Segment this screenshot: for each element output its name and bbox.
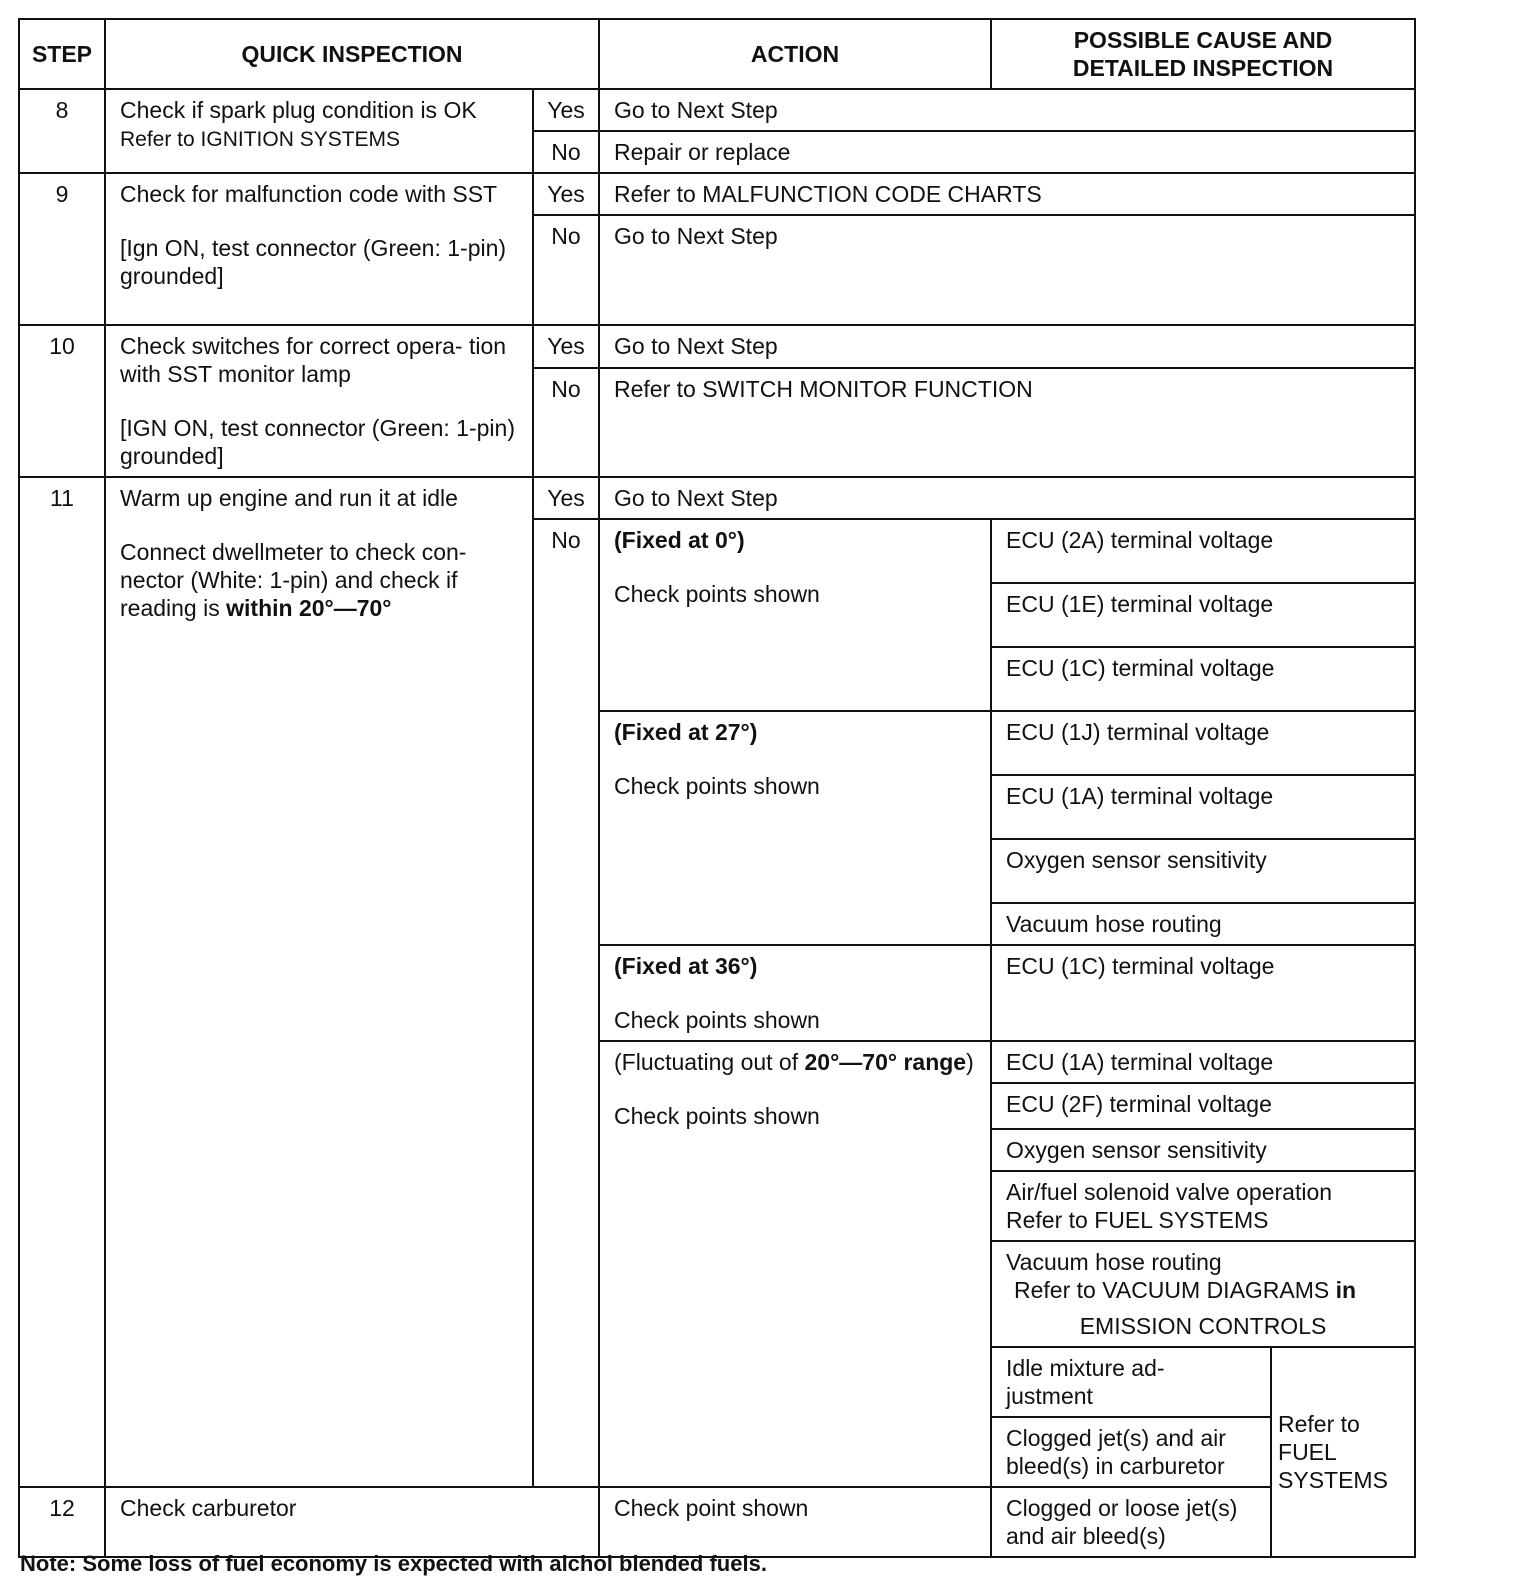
cause-item: ECU (1C) terminal voltage [991,647,1415,711]
group-title-prefix: (Fluctuating out of [614,1049,805,1075]
cause-item: ECU (1E) terminal voltage [991,583,1415,647]
action-text: Go to Next Step [599,215,1415,325]
step-number: 11 [19,477,105,1487]
no-label: No [533,215,599,325]
cause-item: ECU (2A) terminal voltage [991,519,1415,583]
table-row [19,89,1415,131]
diagnosis-table [18,18,1416,1558]
table-row [19,173,1415,215]
action-group-fixed-36 [599,945,991,1041]
action-group-fixed-0 [599,519,991,711]
action-text: Refer to SWITCH MONITOR FUNCTION [599,368,1415,477]
cause-item: Oxygen sensor sensitivity [991,839,1415,903]
header-step: STEP [19,19,105,89]
cause-text: Air/fuel solenoid valve operation [1006,1179,1333,1205]
refer-text: Refer to FUEL SYSTEMS [1006,1207,1269,1233]
quick-inspection-cell [105,89,533,173]
action-text: Check point shown [599,1487,991,1557]
yes-label: Yes [533,325,599,368]
group-title-range: 20°—70° range [804,1049,967,1075]
refer-text: Refer to IGNITION SYSTEMS [120,128,401,151]
action-group-fluctuating [599,1041,991,1487]
action-text: Refer to MALFUNCTION CODE CHARTS [599,173,1415,215]
refer-text: Refer to VACUUM DIAGRAMS [1014,1277,1336,1303]
cause-item: ECU (1A) terminal voltage [991,1041,1415,1083]
group-title-suffix: ) [966,1049,974,1075]
yes-label: Yes [533,173,599,215]
inspection-text: Warm up engine and run it at idle [120,485,458,511]
cause-item: Clogged or loose jet(s) and air bleed(s) [991,1487,1271,1557]
header-action: ACTION [599,19,991,89]
no-label: No [533,368,599,477]
step-number: 9 [19,173,105,325]
cause-item: Clogged jet(s) and air bleed(s) in carburetor [991,1417,1271,1487]
step-number: 8 [19,89,105,173]
detail-range: within 20°—70° [226,595,392,621]
refer-section: EMISSION CONTROLS [1079,1313,1327,1339]
action-text: Repair or replace [599,131,1415,173]
cause-item: ECU (1A) terminal voltage [991,775,1415,839]
cause-item: ECU (1C) terminal voltage [991,945,1415,1041]
group-title: (Fixed at 0°) [614,527,745,553]
cause-item: Vacuum hose routing [991,903,1415,945]
check-points-text: Check points shown [614,1103,820,1129]
yes-label: Yes [533,89,599,131]
cause-item: ECU (2F) terminal voltage [991,1083,1415,1129]
header-possible-cause: POSSIBLE CAUSE AND DETAILED INSPECTION [991,19,1415,89]
action-text: Go to Next Step [599,325,1415,368]
group-title: (Fixed at 27°) [614,719,758,745]
cause-item-vacuum [991,1241,1415,1347]
cause-item-airfuel [991,1171,1415,1241]
table-row [19,477,1415,519]
cause-text: Vacuum hose routing [1006,1249,1222,1275]
table-row [19,325,1415,368]
footnote: Note: Some loss of fuel economy is expected with alchol blended fuels. [20,1551,767,1576]
cause-item: ECU (1J) terminal voltage [991,711,1415,775]
step-number: 10 [19,325,105,477]
action-group-fixed-27 [599,711,991,945]
condition-text: [IGN ON, test connector (Green: 1-pin) grounded] [120,415,515,469]
inspection-text: Check if spark plug condition is OK [120,97,477,123]
action-text: Go to Next Step [599,89,1415,131]
detail-text: Connect dwellmeter to check con- nector (White: 1-pin) and check if reading is [120,539,467,621]
action-text: Go to Next Step [599,477,1415,519]
inspection-text: Check switches for correct opera- tion with SST monitor lamp [120,333,507,387]
quick-inspection-cell [105,325,533,477]
quick-inspection-cell [105,477,533,1487]
header-row [19,19,1415,89]
quick-inspection-cell [105,173,533,325]
check-points-text: Check points shown [614,773,820,799]
no-label: No [533,131,599,173]
cause-item: Idle mixture ad- justment [991,1347,1271,1417]
inspection-text: Check for malfunction code with SST [120,181,498,207]
group-title: (Fixed at 36°) [614,953,758,979]
quick-inspection-cell: Check carburetor [105,1487,599,1557]
fuel-systems-refer: Refer to FUEL SYSTEMS [1271,1347,1415,1557]
header-quick-inspection: QUICK INSPECTION [105,19,599,89]
check-points-text: Check points shown [614,1007,820,1033]
cause-item: Oxygen sensor sensitivity [991,1129,1415,1171]
table-row [19,1487,1415,1557]
no-label: No [533,519,599,1487]
condition-text: [Ign ON, test connector (Green: 1-pin) grounded] [120,235,507,289]
refer-text-bold: in [1335,1277,1357,1303]
check-points-text: Check points shown [614,581,820,607]
yes-label: Yes [533,477,599,519]
step-number: 12 [19,1487,105,1557]
